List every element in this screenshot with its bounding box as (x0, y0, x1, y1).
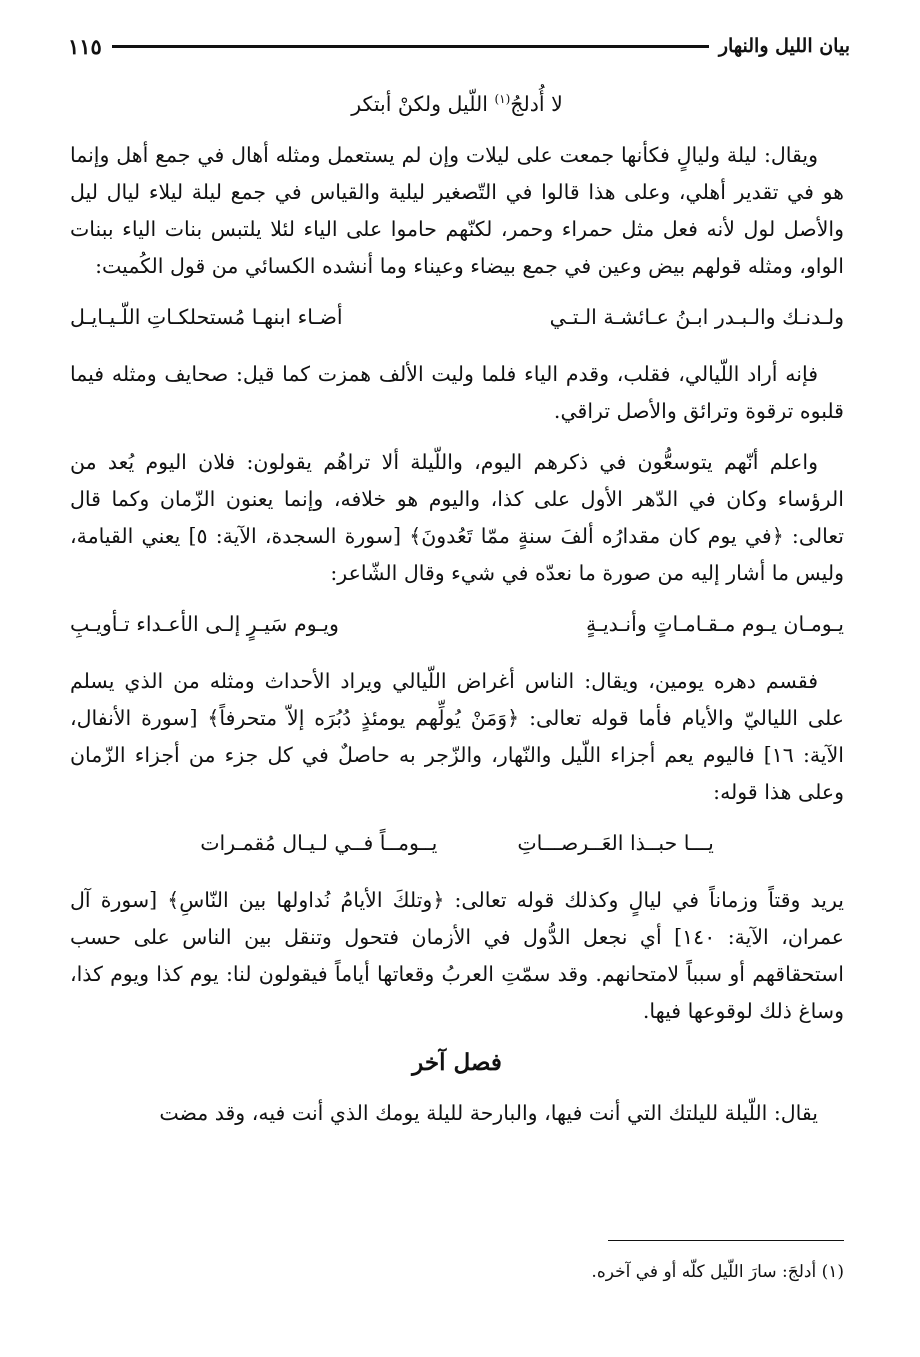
paragraph-4: فقسم دهره يومين، ويقال: الناس أغراض اللّيالي ويراد الأحداث ومثله من الذي يسلم على اللياليّ والأيام فأما قوله تعالى: ﴿وَمَنْ يُولِّهم يومئذٍ دُبُرَه إلاّ متحرفاً﴾ [سورة الأنفال، الآية: ١٦] فاليوم يعم أجزاء اللّيل والنّهار، والزّجر به حاصلٌ في كل جزء من أجزاء الزّمان وعلى هذا قوله: (70, 669, 844, 804)
verse-fragment (70, 86, 844, 123)
paragraph-3: واعلم أنّهم يتوسعُّون في ذكرهم اليوم، واللّيلة ألا تراهُم يقولون: فلان اليوم يُعد من الرؤساء وكان في الدّهر الأول على كذا، واليوم هو خلافه، وإنما يعنون الزّمان وكما قال تعالى: ﴿في يوم كان مقدارُه ألفَ سنةٍ ممّا تَعُدونَ﴾ [سورة السجدة، الآية: ٥] يعني القيامة، وليس ما أشار إليه من صورة ما نعدّه في شيء وقال الشّاعر: (70, 450, 844, 585)
footnote: (١) أدلجَ: سارَ اللّيل كلّه أو في آخره. (591, 1262, 844, 1282)
footnote-separator (608, 1240, 844, 1241)
verse-1-second-hemistich: أضـاء ابنهـا مُستحلكـاتِ اللّـيـايـل (70, 305, 343, 329)
verse-3-first-hemistich: يـــا حبــذا العَــرصـــاتِ (517, 831, 714, 855)
section-heading: فصل آخر (412, 1049, 502, 1076)
paragraph-1: ويقال: ليلة وليالٍ فكأنها جمعت على ليلات وإن لم يستعمل ومثله أهال في جمع أهل وإنما هو في تقدير أهلي، وعلى هذا قالوا في التّصغير ليلية والقياس في جمع ليلة ليلاء ليال ليل والأصل لول لأنه فعل مثل حمراء وحمر، لكنّهم حاموا على الياء لئلا يلتبس بنات الياء ببنات الواو، ومثله قولهم بيض وعين في جمع بيضاء وعيناء وما أنشده الكسائي من قول الكُميت: (70, 143, 844, 278)
header-rule (112, 45, 709, 48)
paragraph-6: يقال: اللّيلة لليلتك التي أنت فيها، والبارحة لليلة يومك الذي أنت فيه، وقد مضت (159, 1101, 818, 1125)
footnote-marker: (١) (494, 92, 511, 107)
running-title: بيان الليل والنهار (718, 35, 850, 57)
verse-2-second-hemistich: ويـوم سَيـرٍ إلـى الأعـداء تـأويـبِ (70, 612, 339, 636)
paragraph-2: فإنه أراد اللّيالي، فقلب، وقدم الياء فلما وليت الألف همزت كما قيل: صحايف ومثله فيما قلبوه ترقوة وترائق والأصل تراقي. (70, 362, 844, 423)
verse-2 (70, 606, 844, 643)
running-header (68, 30, 850, 62)
verse-3-second-hemistich: يــومــاً فــي لـيـال مُقمـرات (200, 831, 438, 855)
verse-1 (70, 299, 844, 336)
paragraph-5: يريد وقتاً وزماناً في ليالٍ وكذلك قوله تعالى: ﴿وتلكَ الأيامُ نُداولها بين النّاسِ﴾ [سورة آل عمران، الآية: ١٤٠] أي نجعل الدُّول في الأزمان فتحول وتنقل بين الناس على حسب استحقاقهم أو سبباً لامتحانهم. وقد سمّتِ العربُ وقعاتها أياماً فيقولون لنا: يوم كذا ويوم كذا، وساغ ذلك لوقوعها فيها. (70, 888, 844, 1023)
verse-fragment-before: لا أُدلجُ (510, 92, 563, 116)
verse-1-first-hemistich: ولـدنـك والـبـدر ابـنُ عـائشـة الـتـي (549, 305, 844, 329)
verse-fragment-after: اللّيل ولكنْ أبتكر (351, 92, 495, 116)
verse-3 (70, 825, 844, 862)
verse-2-first-hemistich: يـومـان يـوم مـقـامـاتٍ وأنـديـةٍ (585, 612, 844, 636)
page-number: ١١٥ (68, 33, 102, 59)
main-text (70, 82, 844, 1146)
